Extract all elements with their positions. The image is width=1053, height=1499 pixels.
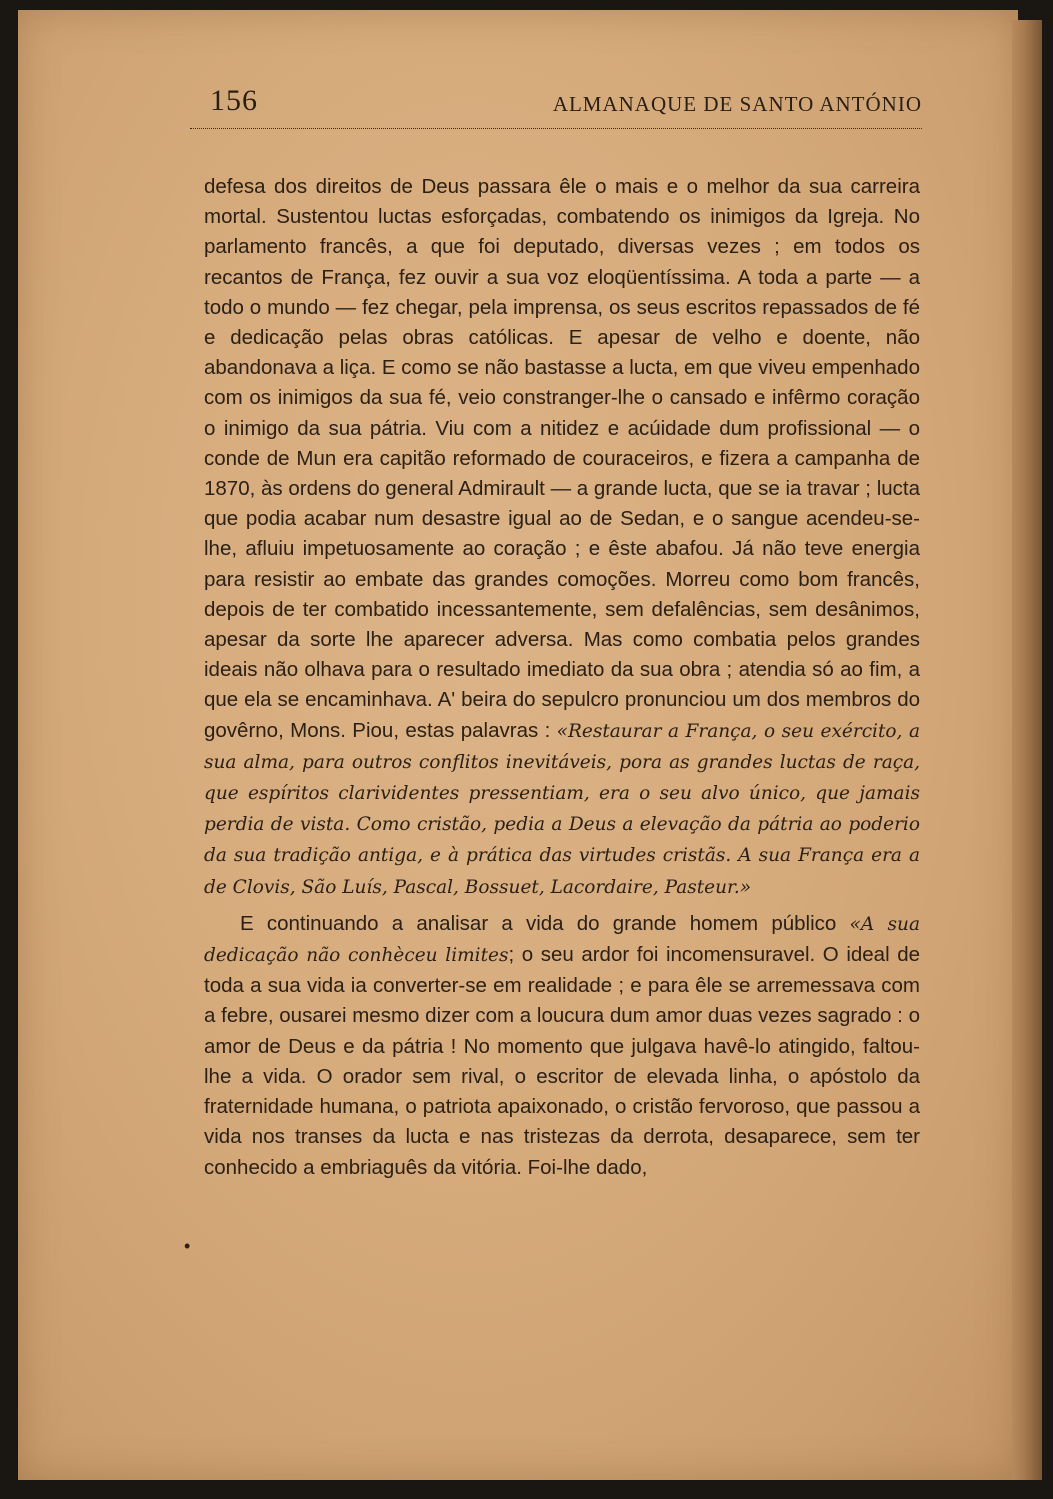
running-title: ALMANAQUE DE SANTO ANTÓNIO (552, 92, 922, 116)
page-edge (1012, 20, 1042, 1480)
paragraph-1 (204, 172, 920, 903)
paragraph-2-lead: E continuando a analisar a vida do grande homem público (240, 911, 850, 935)
paragraph-2 (204, 909, 920, 1183)
paragraph-1-quote: «Restaurar a França, o seu exército, a sua alma, para outros conflitos inevitáveis, pora as grandes luctas de raça, que espíritos clarividentes pressentiam, era o seu alvo único, que jamais perdia de vista. Como cristão, pedia a Deus a elevação da pátria ao poderio da sua tradição antiga, e à prática das virtudes cristãs. A sua França era a de Clovis, São Luís, Pascal, Bossuet, Lacordaire, Pasteur.» (204, 720, 920, 898)
paragraph-1-text: defesa dos direitos de Deus passara êle o mais e o melhor da sua carreira mortal. Sustentou luctas esforçadas, combatendo os inimigos da Igreja. No parlamento francês, a que foi deputado, diversas vezes ; em todos os recantos de França, fez ouvir a sua voz eloqüentíssima. A toda a parte — a todo o mundo — fez chegar, pela imprensa, os seus escritos repassados de fé e dedicação pelas obras católicas. E apesar de velho e doente, não abandonava a liça. E como se não bastasse a lucta, em que viveu empenhado com os inimigos da sua fé, veio constranger-lhe o cansado e infêrmo coração o inimigo da sua pátria. Viu com a nitidez e acúidade dum profissional — o conde de Mun era capitão reformado de couraceiros, e fizera a campanha de 1870, às ordens do general Admirault — a grande lucta, que se ia travar ; lucta que podia acabar num desastre igual ao de Sedan, e o sangue acendeu-se-lhe, afluiu impetuosamente ao coração ; e êste abafou. Já não teve energia para resistir ao embate das grandes comoções. Morreu como bom francês, depois de ter combatido incessantemente, sem defalências, sem desânimos, apesar da sorte lhe aparecer adversa. Mas como combatia pelos grandes ideais não olhava para o resultado imediato da sua obra ; atendia só ao fim, a que ela se encaminhava. A' beira do sepulcro pronunciou um dos membros do govêrno, Mons. Piou, estas palavras : (204, 175, 920, 742)
margin-mark: • (184, 1236, 191, 1256)
page-header (190, 84, 922, 129)
paragraph-2-quote: «A sua dedicação não conhèceu limites (204, 913, 920, 967)
body-text (204, 172, 920, 1183)
paragraph-2-text: ; o seu ardor foi incomensuravel. O ideal de toda a sua vida ia converter-se em realidade ; e para êle se arremessava com a febre, ousarei mesmo dizer com a loucura dum amor duas vezes sagrado : o amor de Deus e da pátria ! No momento que julgava havê-lo atingido, faltou-lhe a vida. O orador sem rival, o escritor de elevada linha, o apóstolo da fraternidade humana, o patriota apaixonado, o cristão fervoroso, que passou a vida nos transes da lucta e nas tristezas da derrota, desaparece, sem ter conhecido a embriaguês da vitória. Foi-lhe dado, (204, 943, 920, 1179)
page-number: 156 (210, 84, 258, 117)
